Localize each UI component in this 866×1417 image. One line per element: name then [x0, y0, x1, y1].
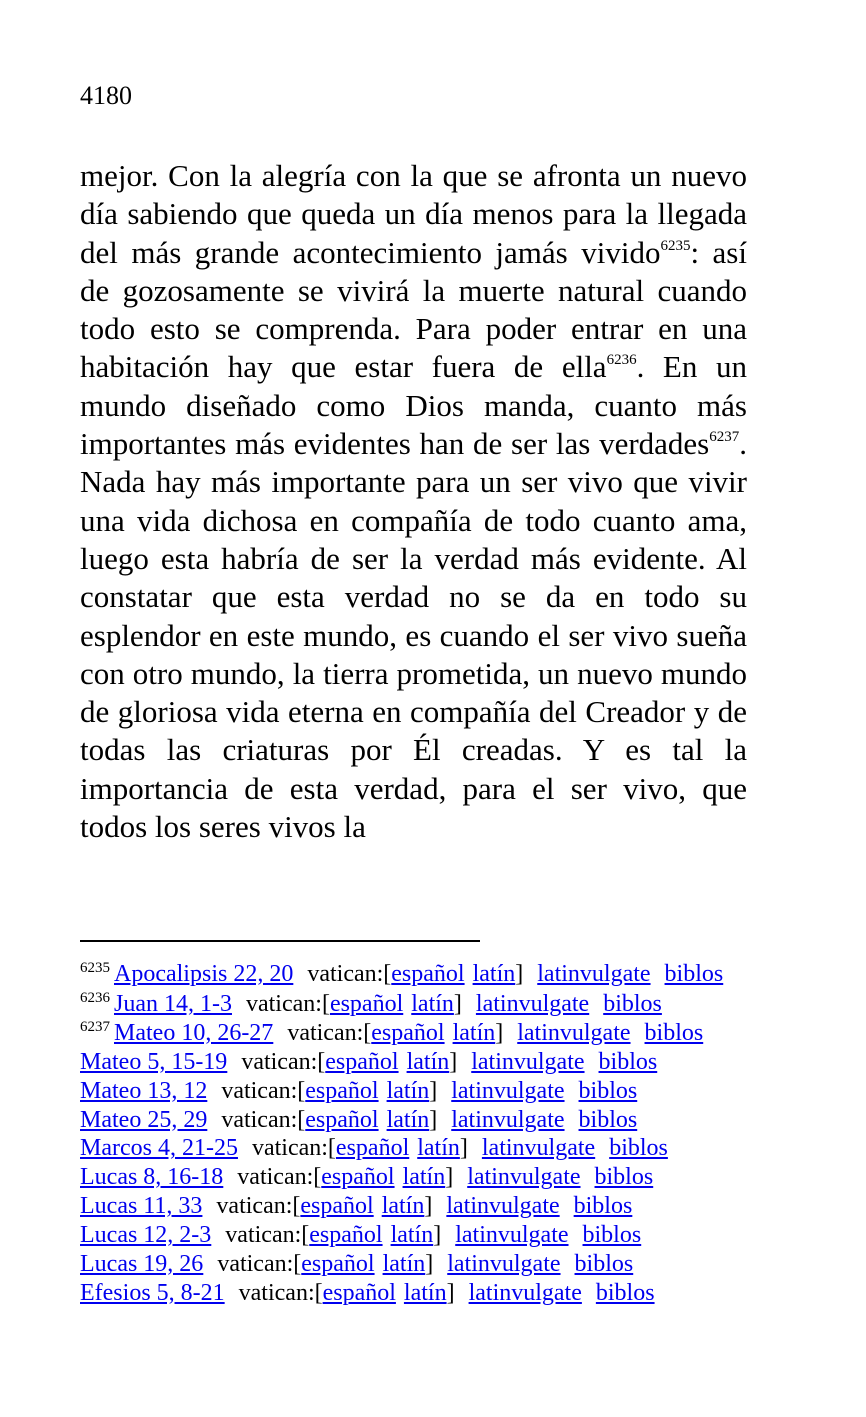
- vatican-latin-link[interactable]: latín: [403, 1279, 447, 1306]
- footnote-number: 6235: [80, 960, 110, 976]
- biblos-link[interactable]: biblos: [578, 1077, 638, 1104]
- scripture-reference-link[interactable]: Lucas 8, 16-18: [80, 1164, 224, 1191]
- biblos-link[interactable]: biblos: [595, 1279, 655, 1306]
- body-text-3: . En un mundo diseñado como Dios manda, cuanto más importantes más evidentes han de ser las verdades: [80, 349, 747, 462]
- footnote-line: [80, 1221, 760, 1250]
- latinvulgate-link[interactable]: latinvulgate: [451, 1106, 565, 1133]
- biblos-link[interactable]: biblos: [598, 1048, 658, 1075]
- vatican-espanol-link[interactable]: español: [391, 961, 465, 987]
- scripture-reference-link[interactable]: Lucas 19, 26: [80, 1251, 204, 1278]
- vatican-bracket: ]: [515, 961, 524, 987]
- latinvulgate-link[interactable]: latinvulgate: [447, 1251, 561, 1278]
- scripture-reference-link[interactable]: Mateo 13, 12: [80, 1077, 208, 1104]
- vatican-latin-link[interactable]: latín: [390, 1222, 434, 1249]
- latinvulgate-link[interactable]: latinvulgate: [467, 1164, 581, 1191]
- latinvulgate-link[interactable]: latinvulgate: [475, 991, 590, 1017]
- vatican-latin-link[interactable]: latín: [411, 991, 454, 1017]
- vatican-latin-link[interactable]: latín: [417, 1135, 460, 1162]
- vatican-latin-link[interactable]: latín: [402, 1164, 446, 1191]
- body-paragraph: [80, 157, 747, 846]
- biblos-link[interactable]: biblos: [603, 991, 662, 1017]
- footnote-number: 6236: [80, 990, 110, 1006]
- latinvulgate-link[interactable]: latinvulgate: [455, 1222, 569, 1249]
- body-text-2: : así de gozosamente se vivirá la muerte natural cuando todo esto se comprenda. Para poder entrar en una habitación hay que estar fuera de ella: [80, 234, 747, 385]
- vatican-label: vatican:[: [217, 1251, 302, 1278]
- biblos-link[interactable]: biblos: [574, 1251, 634, 1278]
- vatican-label: vatican:[: [225, 1222, 310, 1249]
- vatican-latin-link[interactable]: latín: [472, 961, 516, 987]
- footnote-line: [80, 1106, 760, 1135]
- footnote-line: [80, 1192, 760, 1221]
- vatican-label: vatican:[: [307, 961, 392, 987]
- footnotes: [80, 958, 760, 1308]
- latinvulgate-link[interactable]: latinvulgate: [468, 1279, 582, 1306]
- scripture-reference-link[interactable]: Lucas 12, 2-3: [80, 1222, 212, 1249]
- vatican-latin-link[interactable]: latín: [406, 1048, 450, 1075]
- footnote-line: [80, 1279, 760, 1308]
- body-text-1: mejor. Con la alegría con la que se afronta un nuevo día sabiendo que queda un día menos para la llegada del más grande acontecimiento jamás vivido: [80, 158, 747, 270]
- footnote-line: [80, 1134, 760, 1163]
- latinvulgate-link[interactable]: latinvulgate: [451, 1077, 565, 1104]
- latinvulgate-link[interactable]: latinvulgate: [481, 1135, 596, 1162]
- vatican-espanol-link[interactable]: español: [329, 991, 404, 1017]
- biblos-link[interactable]: biblos: [578, 1106, 638, 1133]
- footnote-ref-6235: 6235: [660, 237, 691, 254]
- scripture-reference-link[interactable]: Mateo 10, 26-27: [114, 1019, 274, 1046]
- vatican-bracket: ]: [425, 1251, 434, 1278]
- vatican-label: vatican:[: [238, 1279, 323, 1306]
- vatican-bracket: ]: [445, 1164, 454, 1191]
- latinvulgate-link[interactable]: latinvulgate: [471, 1048, 585, 1075]
- vatican-bracket: ]: [459, 1135, 468, 1162]
- scripture-reference-link[interactable]: Lucas 11, 33: [80, 1193, 203, 1220]
- vatican-latin-link[interactable]: latín: [386, 1106, 430, 1133]
- footnote-line: [80, 1019, 760, 1048]
- vatican-latin-link[interactable]: latín: [386, 1077, 430, 1104]
- vatican-bracket: ]: [495, 1019, 504, 1046]
- vatican-espanol-link[interactable]: español: [371, 1019, 445, 1046]
- vatican-bracket: ]: [433, 1222, 442, 1249]
- footnote-line: [80, 958, 760, 990]
- scripture-reference-link[interactable]: Efesios 5, 8-21: [80, 1279, 225, 1306]
- vatican-espanol-link[interactable]: español: [335, 1135, 410, 1162]
- vatican-espanol-link[interactable]: español: [322, 1279, 396, 1306]
- vatican-espanol-link[interactable]: español: [325, 1048, 399, 1075]
- vatican-espanol-link[interactable]: español: [321, 1164, 395, 1191]
- vatican-latin-link[interactable]: latín: [381, 1193, 425, 1220]
- vatican-label: vatican:[: [216, 1193, 301, 1220]
- scripture-reference-link[interactable]: Mateo 25, 29: [80, 1106, 208, 1133]
- latinvulgate-link[interactable]: latinvulgate: [537, 961, 651, 987]
- vatican-label: vatican:[: [241, 1048, 326, 1075]
- footnote-line: [80, 1163, 760, 1192]
- vatican-bracket: ]: [424, 1193, 433, 1220]
- footnote-line: [80, 1250, 760, 1279]
- latinvulgate-link[interactable]: latinvulgate: [517, 1019, 631, 1046]
- scripture-reference-link[interactable]: Juan 14, 1-3: [114, 991, 232, 1017]
- vatican-label: vatican:[: [245, 991, 330, 1017]
- vatican-bracket: ]: [429, 1106, 438, 1133]
- scripture-reference-link[interactable]: Mateo 5, 15-19: [80, 1048, 228, 1075]
- page-number: 4180: [80, 81, 132, 110]
- footnote-line: [80, 1048, 760, 1077]
- footnote-line: [80, 1077, 760, 1106]
- vatican-label: vatican:[: [237, 1164, 322, 1191]
- footnote-ref-6237: 6237: [709, 429, 740, 446]
- vatican-espanol-link[interactable]: español: [300, 1193, 374, 1220]
- vatican-bracket: ]: [429, 1077, 438, 1104]
- biblos-link[interactable]: biblos: [644, 1019, 704, 1046]
- footnote-line: [80, 990, 760, 1019]
- footnote-ref-6236: 6236: [606, 352, 637, 369]
- biblos-link[interactable]: biblos: [582, 1222, 642, 1249]
- biblos-link[interactable]: biblos: [573, 1193, 633, 1220]
- vatican-bracket: ]: [449, 1048, 458, 1075]
- biblos-link[interactable]: biblos: [594, 1164, 654, 1191]
- scripture-reference-link[interactable]: Apocalipsis 22, 20: [114, 961, 294, 987]
- footnote-number: 6237: [80, 1018, 110, 1035]
- body-text-4: . Nada hay más importante para un ser vivo que vivir una vida dichosa en compañía de todo cuanto ama, luego esta habría de ser la verdad más evidente. Al constatar que esta verdad no se da en todo su esplendor en este mundo, es cuando el ser vivo sueña con otro mundo, la tierra prometida, un nuevo mundo de gloriosa vida eterna en compañía del Creador y de todas las criaturas por Él creadas. Y es tal la importancia de esta verdad, para el ser vivo, que todos los seres vivos la: [80, 426, 747, 845]
- scripture-reference-link[interactable]: Marcos 4, 21-25: [80, 1135, 238, 1162]
- vatican-bracket: ]: [446, 1279, 455, 1306]
- footnote-separator: [80, 940, 480, 942]
- latinvulgate-link[interactable]: latinvulgate: [446, 1193, 560, 1220]
- vatican-espanol-link[interactable]: español: [305, 1077, 379, 1104]
- vatican-label: vatican:[: [251, 1135, 336, 1162]
- biblos-link[interactable]: biblos: [664, 961, 724, 987]
- vatican-espanol-link[interactable]: español: [301, 1251, 375, 1278]
- vatican-bracket: ]: [453, 991, 462, 1017]
- vatican-espanol-link[interactable]: español: [305, 1106, 379, 1133]
- vatican-label: vatican:[: [287, 1019, 372, 1046]
- vatican-label: vatican:[: [221, 1077, 306, 1104]
- vatican-latin-link[interactable]: latín: [382, 1251, 426, 1278]
- vatican-label: vatican:[: [221, 1106, 306, 1133]
- biblos-link[interactable]: biblos: [609, 1135, 668, 1162]
- vatican-latin-link[interactable]: latín: [452, 1019, 496, 1046]
- vatican-espanol-link[interactable]: español: [309, 1222, 383, 1249]
